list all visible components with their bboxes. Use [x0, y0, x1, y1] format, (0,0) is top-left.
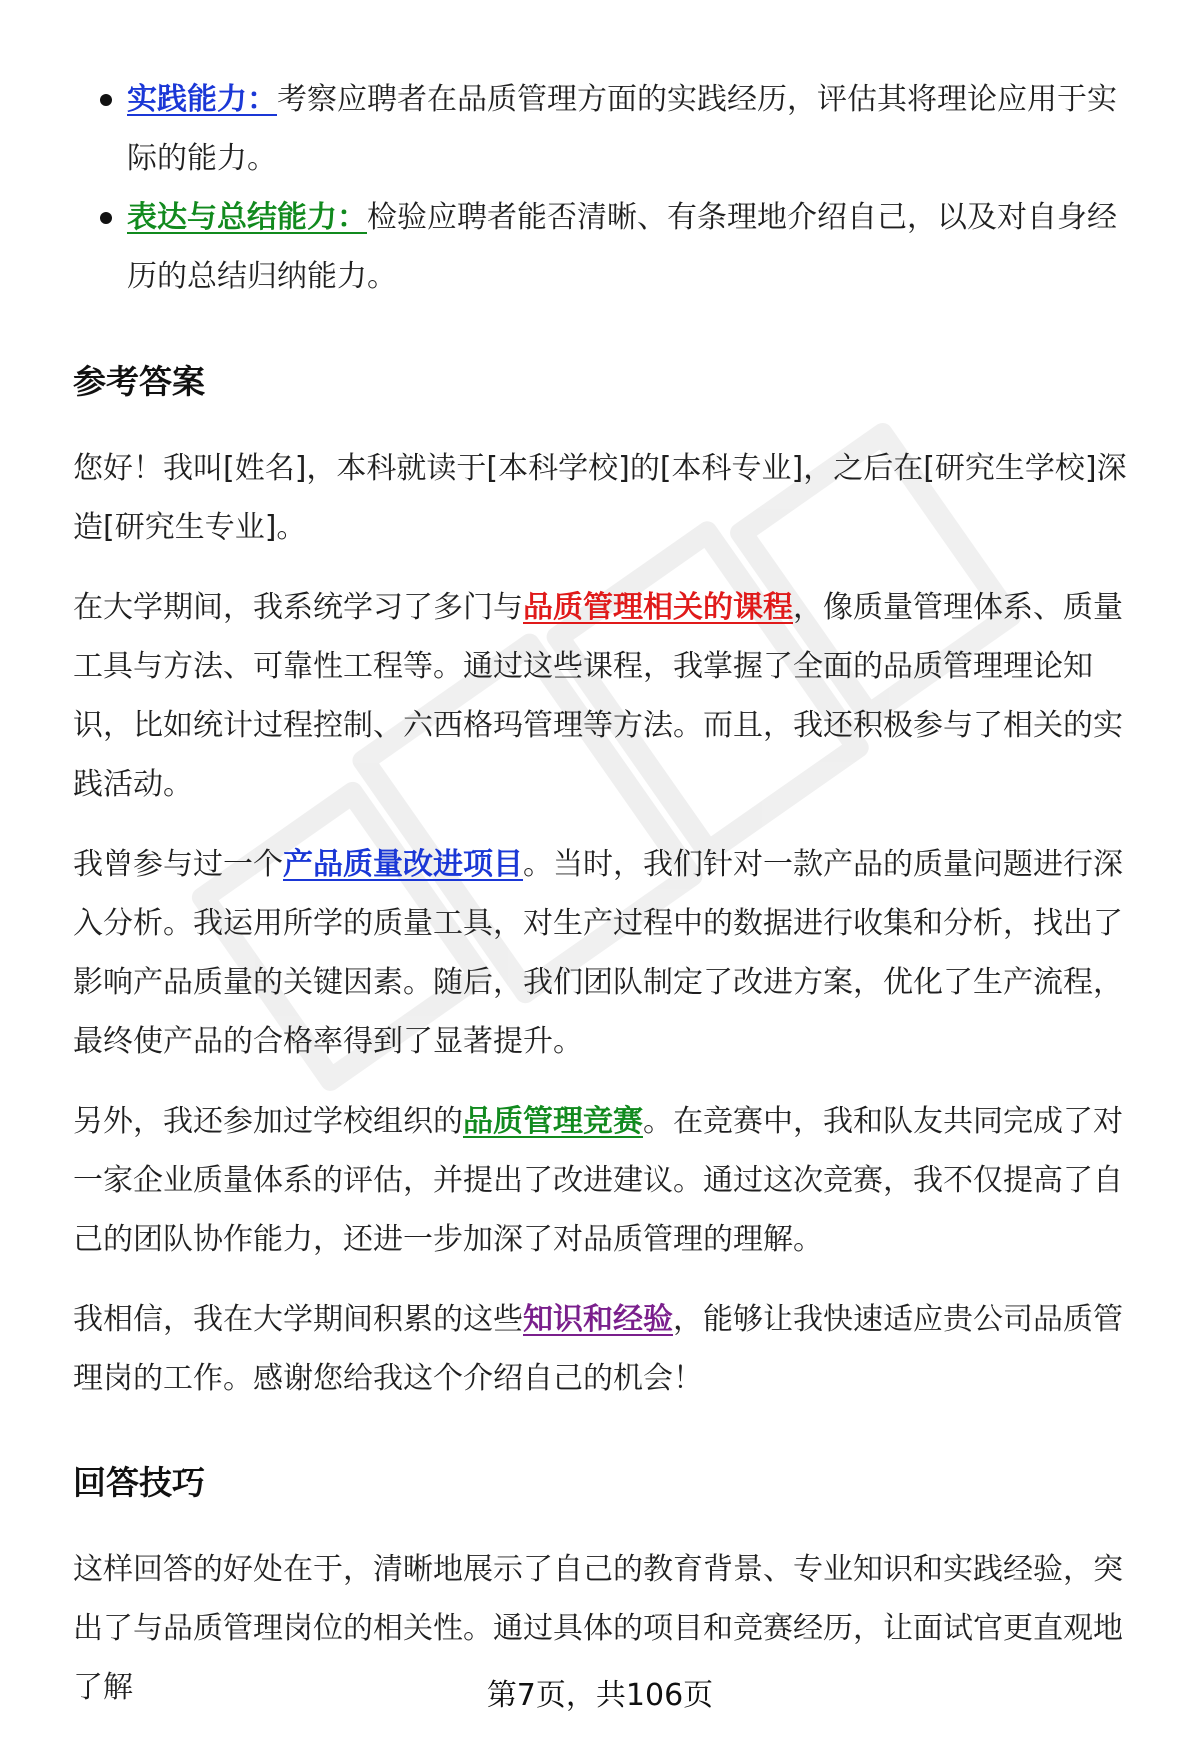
highlight-keyword: 品质管理相关的课程 [523, 590, 793, 625]
document-content [73, 70, 1145, 1717]
bullet-expression-ability [73, 188, 1145, 306]
reference-paragraph-4 [73, 1092, 1145, 1269]
evaluation-bullet-list [73, 70, 1145, 306]
paragraph-text: 我相信，我在大学期间积累的这些 [73, 1302, 523, 1337]
reference-paragraph-3 [73, 835, 1145, 1071]
page-footer: 第7页，共106页 [486, 1678, 714, 1713]
reference-paragraph-2 [73, 578, 1145, 814]
paragraph-text: 。在竞赛中，我和队友共同完成了对一家企业质量体系的评估，并提出了改进建议。通过这次竞赛，我不仅提高了自己的团队协作能力，还进一步加深了对品质管理的理解。 [73, 1104, 1123, 1257]
bullet-text: 考察应聘者在品质管理方面的实践经历，评估其将理论应用于实际的能力。 [127, 82, 1117, 176]
section-title-tips: 回答技巧 [73, 1463, 205, 1502]
section-title-reference: 参考答案 [73, 362, 205, 401]
bullet-text: 检验应聘者能否清晰、有条理地介绍自己，以及对自身经历的总结归纳能力。 [127, 200, 1117, 294]
highlight-keyword: 产品质量改进项目 [283, 847, 523, 882]
bullet-keyword: 实践能力： [127, 82, 277, 117]
paragraph-text: 。当时，我们针对一款产品的质量问题进行深入分析。我运用所学的质量工具，对生产过程中的数据进行收集和分析，找出了影响产品质量的关键因素。随后，我们团队制定了改进方案，优化了生产流程，最终使产品的合格率得到了显著提升。 [73, 847, 1123, 1059]
paragraph-text: 我曾参与过一个 [73, 847, 283, 882]
paragraph-text: ，能够让我快速适应贵公司品质管理岗的工作。感谢您给我这个介绍自己的机会！ [73, 1302, 1123, 1396]
bullet-practice-ability [73, 70, 1145, 188]
bullet-dot-icon [100, 94, 112, 106]
paragraph-text: 另外，我还参加过学校组织的 [73, 1104, 463, 1139]
reference-paragraph-5 [73, 1290, 1145, 1408]
paragraph-text: ，像质量管理体系、质量工具与方法、可靠性工程等。通过这些课程，我掌握了全面的品质管理理论知识，比如统计过程控制、六西格玛管理等方法。而且，我还积极参与了相关的实践活动。 [73, 590, 1123, 802]
highlight-keyword: 知识和经验 [523, 1302, 673, 1337]
paragraph-text: 在大学期间，我系统学习了多门与 [73, 590, 523, 625]
tips-paragraph-1: 这样回答的好处在于，清晰地展示了自己的教育背景、专业知识和实践经验，突出了与品质管理岗位的相关性。通过具体的项目和竞赛经历，让面试官更直观地了解 [73, 1552, 1123, 1705]
bullet-keyword: 表达与总结能力： [127, 200, 367, 235]
highlight-keyword: 品质管理竞赛 [463, 1104, 643, 1139]
bullet-dot-icon [100, 212, 112, 224]
reference-paragraph-1: 您好！我叫[姓名]，本科就读于[本科学校]的[本科专业]，之后在[研究生学校]深造[研究生专业]。 [73, 451, 1127, 545]
